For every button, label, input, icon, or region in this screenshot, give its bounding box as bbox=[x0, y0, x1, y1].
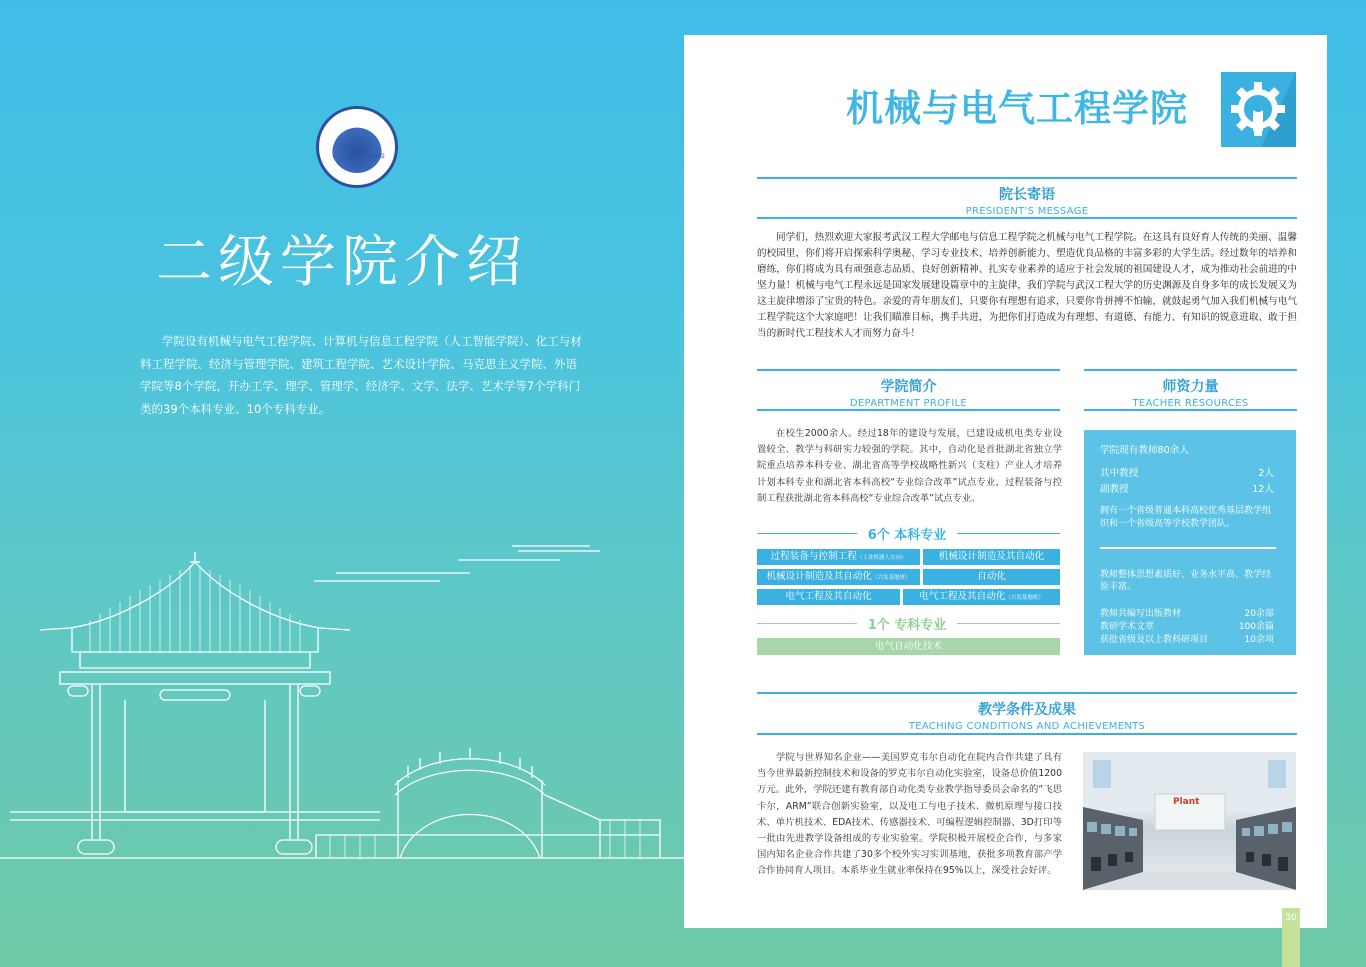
major-name: 机械设计制造及其自动化 bbox=[938, 551, 1045, 562]
major-note: （兴发基地班） bbox=[1005, 595, 1044, 601]
intro-paragraph: 学院设有机械与电气工程学院、计算机与信息工程学院（人工智能学院）、化工与材料工程学院、经济与管理学院、建筑工程学院、艺术设计学院、马克思主义学院、外语学院等8个学院，开办工学、理学、管理学、经济学、文学、法学、艺术学等7个学科门类的39个本科专业、10个专科专业。 bbox=[140, 334, 582, 416]
teacher-heading-zh: 师资力量 bbox=[1162, 379, 1219, 395]
divider bbox=[957, 533, 1060, 534]
stat-label: 副教授 bbox=[1100, 484, 1129, 495]
major-name: 电气工程及其自动化 bbox=[785, 591, 872, 602]
conditions-heading bbox=[757, 692, 1297, 735]
major-note: （兴发基地班） bbox=[872, 575, 911, 581]
teacher-total: 学院现有教师80余人 bbox=[1100, 445, 1189, 456]
stat-label: 获批省级及以上教科研项目 bbox=[1100, 635, 1209, 645]
stat-value: 12人 bbox=[1252, 484, 1274, 495]
junior-major: 电气自动化技术 bbox=[757, 638, 1060, 655]
plant-sign: Plant bbox=[1173, 797, 1200, 807]
stat-label: 其中教授 bbox=[1100, 468, 1139, 479]
conditions-heading-zh: 教学条件及成果 bbox=[978, 702, 1076, 718]
message-heading-zh: 院长寄语 bbox=[999, 187, 1055, 203]
major-name: 过程装备与控制工程 bbox=[770, 551, 857, 562]
teacher-panel bbox=[1084, 430, 1296, 655]
stat-label: 教师共编写出版教材 bbox=[1100, 609, 1182, 619]
lab-photo bbox=[1083, 752, 1296, 890]
pavilion-bridge-illustration bbox=[0, 540, 684, 870]
profile-text: 在校生2000余人。经过18年的建设与发展，已建设成机电类专业设置较全、教学与科研实力较强的学院。其中，自动化是首批湖北省独立学院重点培养本科专业、湖北省高等学校战略性新兴（支柱）产业人才培养计划本科专业和湖北省本科高校“专业综合改革”试点专业，过程装备与控制工程获批湖北省本科高校“专业综合改革”试点专业。 bbox=[757, 428, 1062, 504]
stat-value: 2人 bbox=[1258, 468, 1274, 479]
message-heading-en: PRESIDENT'S MESSAGE bbox=[965, 206, 1089, 217]
teacher-quality: 教师整体思想素质好、业务水平高、教学经验丰富。 bbox=[1100, 570, 1272, 592]
teacher-heading bbox=[1084, 369, 1297, 411]
stat-value: 10余项 bbox=[1244, 635, 1274, 645]
major-name: 电气工程及其自动化 bbox=[919, 591, 1006, 602]
logo-year: 2002 bbox=[369, 153, 385, 160]
divider bbox=[757, 533, 857, 534]
divider bbox=[757, 623, 857, 624]
undergrad-heading: 6个 本科专业 bbox=[867, 528, 947, 543]
major-item bbox=[757, 549, 920, 565]
major-item bbox=[757, 569, 920, 585]
divider bbox=[1100, 547, 1276, 549]
page-number: 30 bbox=[1282, 908, 1300, 967]
profile-heading-en: DEPARTMENT PROFILE bbox=[849, 398, 968, 409]
teacher-heading-en: TEACHER RESOURCES bbox=[1132, 398, 1249, 409]
stat-value: 20余部 bbox=[1244, 609, 1274, 619]
conditions-heading-en: TEACHING CONDITIONS AND ACHIEVEMENTS bbox=[908, 721, 1146, 732]
college-title: 机械与电气工程学院 bbox=[846, 87, 1188, 130]
major-name: 自动化 bbox=[977, 571, 1006, 582]
major-note: （工业机器人方向） bbox=[856, 555, 907, 561]
divider bbox=[957, 623, 1060, 624]
major-item bbox=[757, 589, 900, 605]
stat-value: 100余篇 bbox=[1238, 622, 1274, 632]
junior-heading: 1个 专科专业 bbox=[867, 618, 947, 633]
profile-heading-zh: 学院简介 bbox=[880, 379, 937, 395]
conditions-text: 学院与世界知名企业——美国罗克韦尔自动化在院内合作共建了具有当今世界最新控制技术和设备的罗克韦尔自动化实验室，设备总价值1200万元。此外，学院还建有教育部自动化类专业教学指导委员会命名的“飞思卡尔，ARM”联合创新实验室，以及电工与电子技术、微机原理与接口技术、单片机技术、EDA技术、传感器技术、可编程逻辑控制器、3D打印等一批由先进教学设备组成的专业实验室。学院积极开展校企合作，与多家国内知名企业合作共建了30多个校外实习实训基地，获批多项教育部产学合作协同育人项目。本系毕业生就业率保持在95%以上，深受社会好评。 bbox=[757, 752, 1062, 877]
stat-label: 教研学术文章 bbox=[1100, 622, 1155, 632]
profile-heading bbox=[757, 369, 1060, 411]
message-text: 同学们，热烈欢迎大家报考武汉工程大学邮电与信息工程学院之机械与电气工程学院。在这具有良好育人传统的美丽、温馨的校园里，你们将开启探索科学奥秘、学习专业技术、培养创新能力、塑造优良品格的丰富多彩的大学生活。经过数年的培养和磨练，你们将成为具有顽强意志品质、良好创新精神、扎实专业素养的适应于社会发展的祖国建设人才，成为推动社会前进的中坚力量！机械与电气工程永远是国家发展建设篇章中的主旋律，我们学院与武汉工程大学的历史渊源及自身多年的成长发展又为这主旋律增添了宝贵的特色。亲爱的青年朋友们，只要你有理想有追求，只要你肯拼搏不怕输，就鼓起勇气加入我们机械与电气工程学院这个大家庭吧！让我们瞄准目标，携手共进，为把你们打造成为有理想、有道德、有能力、有知识的锐意进取、敢于担当的新时代工程技术人才而努力奋斗！ bbox=[757, 232, 1297, 339]
teacher-org: 拥有一个省级普通本科高校优秀基层教学组织和一个省级高等学校教学团队。 bbox=[1100, 506, 1272, 529]
logo-emblem bbox=[331, 121, 383, 173]
major-item bbox=[923, 549, 1060, 565]
major-item bbox=[923, 569, 1060, 585]
major-name: 机械设计制造及其自动化 bbox=[766, 571, 872, 582]
university-logo bbox=[316, 106, 398, 188]
major-item bbox=[903, 589, 1060, 605]
gear-wrench-icon bbox=[1221, 72, 1296, 147]
page-title: 二级学院介绍 bbox=[156, 230, 528, 295]
message-heading bbox=[757, 177, 1297, 219]
